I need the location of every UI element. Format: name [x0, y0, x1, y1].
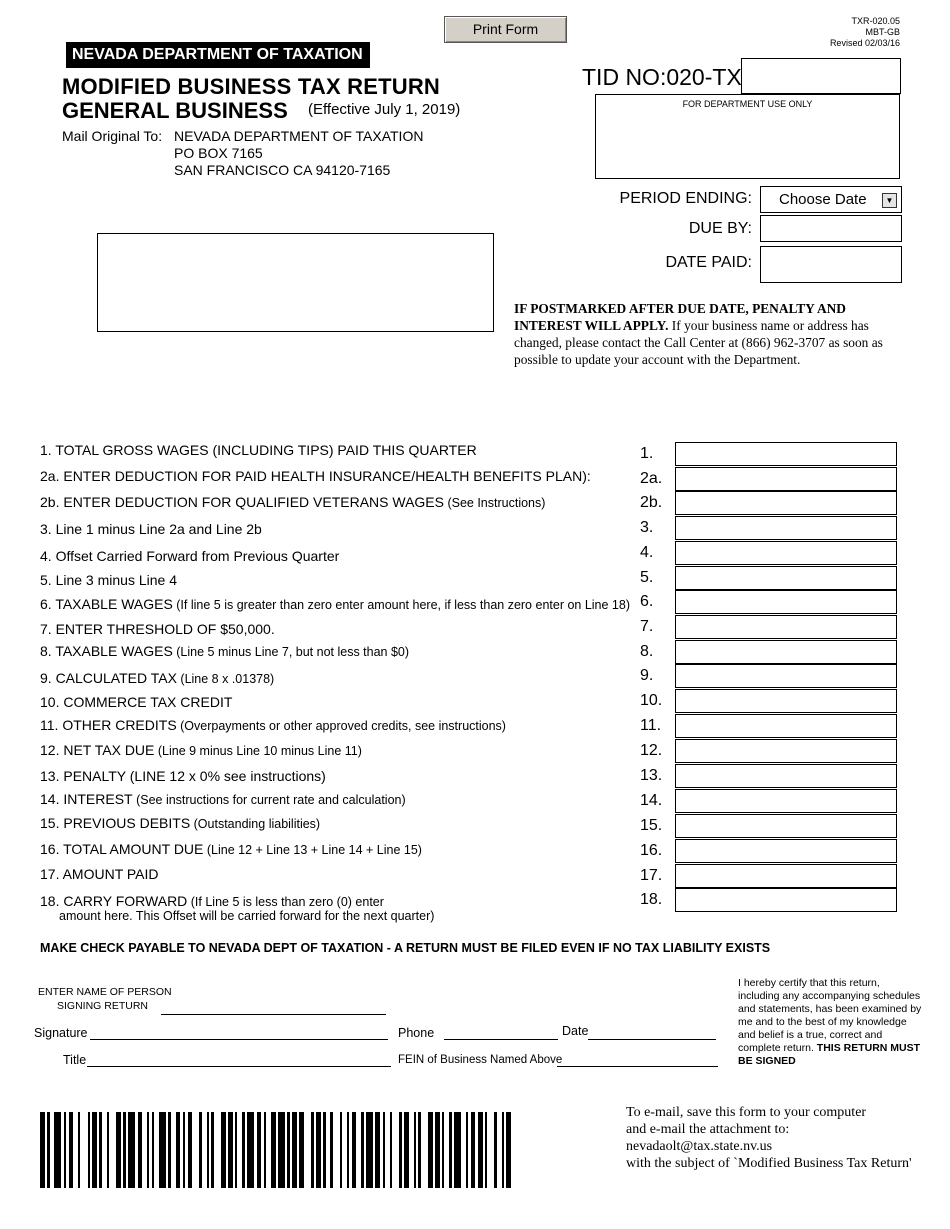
line-number: 5. [640, 569, 654, 586]
line-label-main: 13. PENALTY (LINE 12 x 0% see instructions) [40, 768, 326, 784]
mail-address-line: NEVADA DEPARTMENT OF TAXATION [174, 128, 424, 144]
line-number: 16. [640, 842, 663, 859]
barcode-bar [214, 1112, 221, 1188]
line-amount-field[interactable] [675, 640, 897, 664]
barcode-bar [80, 1112, 87, 1188]
form-title-line1: MODIFIED BUSINESS TAX RETURN [62, 74, 440, 99]
barcode-bar [159, 1112, 166, 1188]
barcode-bar [487, 1112, 494, 1188]
line-label [40, 468, 591, 484]
signer-name-label: SIGNING RETURN [57, 1000, 149, 1012]
line-label [40, 893, 384, 909]
line-amount-field[interactable] [675, 714, 897, 738]
line-number: 18. [640, 891, 663, 908]
line-label-note: (Line 5 minus Line 7, but not less than $0) [172, 645, 410, 659]
line-label [40, 521, 262, 537]
barcode-bar [366, 1112, 373, 1188]
line-label-main: 12. NET TAX DUE [40, 742, 155, 758]
mail-to-label: Mail Original To: [62, 128, 163, 144]
line-label-main: 3. Line 1 minus Line 2a and Line 2b [40, 521, 262, 537]
barcode-bar [192, 1112, 199, 1188]
mail-address-line: SAN FRANCISCO CA 94120-7165 [174, 162, 391, 178]
line-number: 11. [640, 717, 662, 734]
fein-label: FEIN of Business Named Above [398, 1054, 563, 1066]
line-amount-field[interactable] [675, 664, 897, 688]
barcode-bar [454, 1112, 461, 1188]
line-label-main: 2a. ENTER DEDUCTION FOR PAID HEALTH INSURANCE/HEALTH BENEFITS PLAN): [40, 468, 591, 484]
line-label [40, 791, 406, 807]
department-use-box [595, 94, 900, 179]
line-amount-field[interactable] [675, 864, 897, 888]
email-instructions [626, 1104, 926, 1172]
tid-input[interactable] [741, 58, 901, 94]
signature-field[interactable] [90, 1038, 388, 1040]
signer-name-field[interactable] [161, 1013, 386, 1015]
line-amount-field[interactable] [675, 590, 897, 614]
line-label-main: 7. ENTER THRESHOLD OF $50,000. [40, 621, 275, 637]
line-label [40, 815, 320, 831]
line-label [40, 841, 422, 857]
barcode-bar [109, 1112, 116, 1188]
form-code [830, 16, 900, 49]
line-label [40, 494, 545, 510]
line-amount-field[interactable] [675, 615, 897, 639]
line-amount-field[interactable] [675, 467, 897, 491]
form-code-line: Revised 02/03/16 [829, 38, 900, 48]
email-line: and e-mail the attachment to: [626, 1122, 790, 1137]
line-number: 7. [640, 618, 654, 635]
line-18-continued: amount here. This Offset will be carried forward for the next quarter) [59, 909, 435, 923]
line-amount-field[interactable] [675, 541, 897, 565]
line-label-note: (If line 5 is greater than zero enter amount here, if less than zero enter on Line 18) [172, 598, 630, 612]
line-label [40, 442, 477, 458]
line-amount-field[interactable] [675, 839, 897, 863]
line-label-main: 11. OTHER CREDITS [40, 717, 177, 733]
line-label-main: 1. TOTAL GROSS WAGES (INCLUDING TIPS) PAID THIS QUARTER [40, 442, 477, 458]
line-number: 3. [640, 519, 654, 536]
department-badge: NEVADA DEPARTMENT OF TAXATION [66, 42, 370, 68]
barcode-bar [421, 1112, 428, 1188]
line-label [40, 548, 339, 564]
line-label-main: 5. Line 3 minus Line 4 [40, 572, 177, 588]
line-amount-field[interactable] [675, 814, 897, 838]
title-label: Title [63, 1053, 87, 1067]
department-use-label: FOR DEPARTMENT USE ONLY [682, 99, 813, 109]
line-label-note: (Outstanding liabilities) [190, 817, 321, 831]
line-label-main: 4. Offset Carried Forward from Previous Quarter [40, 548, 340, 564]
line-number: 1. [640, 445, 654, 462]
line-label [40, 694, 232, 710]
line-label-main: 15. PREVIOUS DEBITS [40, 815, 191, 831]
email-line: To e-mail, save this form to your computer [626, 1105, 867, 1120]
barcode-bar [511, 1112, 516, 1188]
barcode-bar [333, 1112, 340, 1188]
date-paid-field[interactable] [760, 246, 902, 283]
line-amount-field[interactable] [675, 888, 897, 912]
due-by-field[interactable] [760, 215, 902, 242]
line-number: 2a. [640, 470, 663, 487]
line-number: 10. [640, 692, 663, 709]
signer-name-label: ENTER NAME OF PERSON [38, 986, 172, 998]
line-label-main: 10. COMMERCE TAX CREDIT [40, 694, 233, 710]
line-number: 6. [640, 593, 654, 610]
line-amount-field[interactable] [675, 491, 897, 515]
line-amount-field[interactable] [675, 739, 897, 763]
line-label-main: 16. TOTAL AMOUNT DUE [40, 841, 204, 857]
form-code-line: MBT-GB [865, 27, 900, 37]
date-label: Date [562, 1024, 589, 1038]
line-label-main: 8. TAXABLE WAGES [40, 643, 173, 659]
line-label-note: (If Line 5 is less than zero (0) enter [187, 895, 384, 909]
line-label [40, 596, 630, 612]
barcode-bar [247, 1112, 254, 1188]
line-label [40, 643, 409, 659]
line-label-main: 6. TAXABLE WAGES [40, 596, 173, 612]
barcode-bar [278, 1112, 285, 1188]
line-label-note: (See instructions for current rate and calculation) [132, 793, 406, 807]
form-code-line: TXR-020.05 [851, 16, 900, 26]
signature-label: Signature [34, 1026, 88, 1040]
line-amount-field[interactable] [675, 442, 897, 466]
line-label [40, 670, 274, 686]
line-number: 14. [640, 792, 663, 809]
line-amount-field[interactable] [675, 516, 897, 540]
phone-field[interactable] [444, 1038, 558, 1040]
title-field[interactable] [87, 1065, 391, 1067]
line-label-note: (Line 9 minus Line 10 minus Line 11) [154, 744, 362, 758]
line-number: 9. [640, 667, 654, 684]
date-paid-label: DATE PAID: [665, 254, 752, 271]
print-form-button[interactable]: Print Form [444, 16, 567, 43]
line-label [40, 742, 362, 758]
line-label [40, 572, 177, 588]
line-number: 12. [640, 742, 663, 759]
tid-label: TID NO:020-TX [582, 64, 742, 90]
barcode-bar [392, 1112, 399, 1188]
late-payment-warning: IF POSTMARKED AFTER DUE DATE, PENALTY AND INTEREST WILL APPLY. [514, 301, 846, 333]
period-ending-select[interactable] [760, 186, 902, 213]
fein-field[interactable] [557, 1065, 718, 1067]
mail-address-line: PO BOX 7165 [174, 145, 263, 161]
late-payment-notice [514, 300, 914, 368]
phone-label: Phone [398, 1026, 435, 1040]
line-amount-field[interactable] [675, 764, 897, 788]
form-title-line2: GENERAL BUSINESS [62, 98, 288, 123]
effective-date: (Effective July 1, 2019) [308, 101, 461, 118]
period-ending-label: PERIOD ENDING: [619, 190, 752, 207]
line-label [40, 866, 159, 882]
address-change-note: If your business name or address has changed, please contact the Call Center at (866) 962-3707 as soon as possible to update your account with the Department. [514, 318, 883, 367]
line-label [40, 717, 506, 733]
date-field[interactable] [588, 1038, 716, 1040]
barcode-bar [128, 1112, 135, 1188]
barcode-bar [304, 1112, 311, 1188]
check-payable-notice: MAKE CHECK PAYABLE TO NEVADA DEPT OF TAXATION - A RETURN MUST BE FILED EVEN IF NO TAX LIABILITY EXISTS [40, 941, 771, 955]
line-label-main: 14. INTEREST [40, 791, 133, 807]
line-amount-field[interactable] [675, 789, 897, 813]
email-address: nevadaolt@tax.state.nv.us [626, 1139, 773, 1154]
certification-statement [738, 977, 923, 1068]
line-amount-field[interactable] [675, 689, 897, 713]
line-label-main: 17. AMOUNT PAID [40, 866, 159, 882]
line-label-note: (See Instructions) [443, 496, 546, 510]
due-by-label: DUE BY: [688, 220, 752, 237]
line-amount-field[interactable] [675, 566, 897, 590]
must-sign-warning: THIS RETURN MUST BE SIGNED [738, 1042, 921, 1067]
line-label [40, 768, 326, 784]
line-label-main: 18. CARRY FORWARD [40, 893, 188, 909]
barcode-bar [54, 1112, 61, 1188]
line-label-main: 2b. ENTER DEDUCTION FOR QUALIFIED VETERANS WAGES [40, 494, 444, 510]
line-number: 8. [640, 643, 654, 660]
line-number: 15. [640, 817, 663, 834]
line-label [40, 621, 275, 637]
email-line: with the subject of `Modified Business Tax Return' [626, 1156, 912, 1171]
period-ending-value: Choose Date [779, 191, 867, 208]
line-number: 17. [640, 867, 663, 884]
chevron-down-icon[interactable]: ▼ [882, 193, 897, 208]
line-number: 2b. [640, 494, 663, 511]
certification-text: I hereby certify that this return, including any accompanying schedules and statements, has been examined by me and to the best of my knowledge and belief is a true, correct and complete return. [738, 977, 922, 1054]
line-label-note: (Overpayments or other approved credits, see instructions) [176, 719, 506, 733]
line-label-note: (Line 12 + Line 13 + Line 14 + Line 15) [203, 843, 422, 857]
barcode-image [40, 1112, 517, 1188]
line-label-note: (Line 8 x .01378) [176, 672, 275, 686]
line-number: 4. [640, 544, 654, 561]
taxpayer-address-box[interactable] [97, 233, 494, 332]
line-label-main: 9. CALCULATED TAX [40, 670, 177, 686]
line-number: 13. [640, 767, 663, 784]
